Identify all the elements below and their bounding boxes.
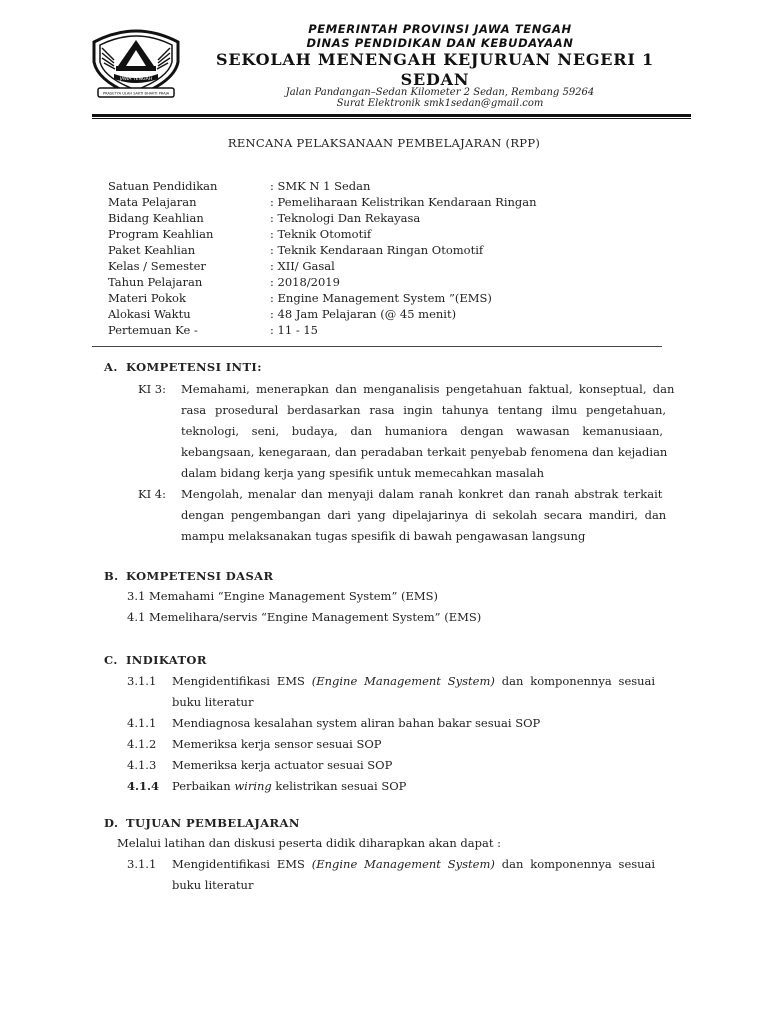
svg-text:JAWA TENGAH: JAWA TENGAH — [119, 77, 153, 82]
identity-label: Paket Keahlian — [108, 243, 196, 257]
section-b-heading — [104, 569, 273, 583]
identity-label: Materi Pokok — [108, 291, 186, 305]
indicator-text: Mendiagnosa kesalahan system aliran bahan bakar sesuai SOP — [172, 716, 541, 730]
identity-row — [108, 322, 668, 338]
identity-value: : 11 - 15 — [270, 323, 318, 337]
indicator-number: 4.1.1 — [127, 716, 157, 730]
indicator-text-italic: (Engine Management System) — [311, 674, 495, 688]
objective-text-part: dan komponennya sesuai — [494, 857, 656, 871]
identity-value: : 48 Jam Pelajaran (@ 45 menit) — [270, 307, 457, 321]
identity-label: Pertemuan Ke - — [108, 323, 198, 337]
identity-row — [108, 258, 668, 274]
objective-intro: Melalui latihan dan diskusi peserta didik diharapkan akan dapat : — [117, 836, 501, 850]
identity-label: Program Keahlian — [108, 227, 214, 241]
indicator-number: 4.1.3 — [127, 758, 157, 772]
identity-value: : Engine Management System ”(EMS) — [270, 291, 492, 305]
identity-row — [108, 242, 668, 258]
identity-value: : XII/ Gasal — [270, 259, 335, 273]
identity-label: Tahun Pelajaran — [108, 275, 203, 289]
section-marker: C. — [104, 653, 118, 667]
identity-value: : Teknologi Dan Rekayasa — [270, 211, 421, 225]
identity-row — [108, 226, 668, 242]
indicator-text-part: dan komponennya sesuai — [494, 674, 656, 688]
indicator-text-cont: buku literatur — [172, 695, 254, 709]
kd-item: 4.1 Memelihara/servis “Engine Management System” (EMS) — [127, 610, 482, 624]
identity-row — [108, 306, 668, 322]
department-name: DINAS PENDIDIKAN DAN KEBUDAYAAN — [306, 36, 574, 50]
objective-number: 3.1.1 — [127, 857, 157, 871]
objective-text-part: Mengidentifikasi EMS — [172, 857, 312, 871]
school-address: Jalan Pandangan–Sedan Kilometer 2 Sedan, Rembang 59264 — [285, 87, 595, 98]
school-name-line1: SEKOLAH MENENGAH KEJURUAN NEGERI 1 — [216, 50, 654, 69]
identity-value: : SMK N 1 Sedan — [270, 179, 371, 193]
school-name — [185, 50, 685, 90]
indicator-text-part: kelistrikan sesuai SOP — [271, 779, 407, 793]
indicator-number: 4.1.4 — [127, 779, 160, 793]
section-a-heading — [104, 360, 262, 374]
objective-text — [172, 854, 655, 875]
ki3-label: KI 3: — [138, 382, 166, 396]
indicator-text: Memeriksa kerja actuator sesuai SOP — [172, 758, 393, 772]
section-c-heading — [104, 653, 207, 667]
ki4-label: KI 4: — [138, 487, 166, 501]
school-email: Surat Elektronik smk1sedan@gmail.com — [336, 98, 544, 109]
section-d-heading — [104, 816, 300, 830]
identity-row — [108, 178, 668, 194]
ki4-text — [181, 484, 676, 547]
indicator-text-italic: wiring — [234, 779, 272, 793]
indicator-text-part: Perbaikan — [172, 779, 235, 793]
letterhead-rule-thin — [92, 118, 691, 119]
identity-value: : Teknik Otomotif — [270, 227, 372, 241]
ki4-line: dengan pengembangan dari yang dipelajarinya di sekolah secara mandiri, dan — [181, 508, 667, 522]
section-title: INDIKATOR — [126, 653, 207, 667]
identity-label: Satuan Pendidikan — [108, 179, 218, 193]
ki3-line: rasa prosedural berdasarkan rasa ingin tahunya tentang ilmu pengetahuan, — [181, 403, 667, 417]
identity-row — [108, 210, 668, 226]
section-marker: B. — [104, 569, 119, 583]
government-name: PEMERINTAH PROVINSI JAWA TENGAH — [308, 22, 572, 36]
indicator-text-part: Mengidentifikasi EMS — [172, 674, 312, 688]
ki3-text — [181, 379, 676, 484]
ki3-line: teknologi, seni, budaya, dan humaniora dengan wawasan kemanusiaan, — [181, 424, 664, 438]
identity-row — [108, 290, 668, 306]
identity-label: Alokasi Waktu — [108, 307, 191, 321]
section-marker: A. — [104, 360, 118, 374]
identity-value: : 2018/2019 — [270, 275, 340, 289]
ki4-line: mampu melaksanakan tugas spesifik di bawah pengawasan langsung — [181, 529, 586, 543]
section-marker: D. — [104, 816, 119, 830]
identity-label: Kelas / Semester — [108, 259, 206, 273]
identity-label: Bidang Keahlian — [108, 211, 204, 225]
svg-text:PRASETYA ULAH SAKTI BHAKTI PRA: PRASETYA ULAH SAKTI BHAKTI PRAJA — [102, 91, 170, 96]
indicator-number: 3.1.1 — [127, 674, 157, 688]
ki3-line: dalam bidang kerja yang spesifik untuk memecahkan masalah — [181, 466, 544, 480]
objective-text-italic: (Engine Management System) — [311, 857, 495, 871]
indicator-text — [172, 776, 406, 797]
objective-text-cont: buku literatur — [172, 878, 254, 892]
provincial-emblem-icon — [90, 22, 182, 100]
identity-list — [108, 178, 668, 338]
identity-label: Mata Pelajaran — [108, 195, 197, 209]
ki3-line: Memahami, menerapkan dan menganalisis pengetahuan faktual, konseptual, dan — [181, 382, 675, 396]
section-title: KOMPETENSI DASAR — [126, 569, 274, 583]
school-name-line2: SEDAN — [400, 70, 470, 89]
indicator-text — [172, 671, 655, 692]
identity-value: : Teknik Kendaraan Ringan Otomotif — [270, 243, 484, 257]
document-title: RENCANA PELAKSANAAN PEMBELAJARAN (RPP) — [227, 136, 541, 150]
section-title: TUJUAN PEMBELAJARAN — [126, 816, 300, 830]
identity-divider — [92, 346, 662, 347]
indicator-text: Memeriksa kerja sensor sesuai SOP — [172, 737, 382, 751]
identity-row — [108, 194, 668, 210]
ki3-line: kebangsaan, kenegaraan, dan peradaban terkait penyebab fenomena dan kejadian — [181, 445, 668, 459]
kd-item: 3.1 Memahami “Engine Management System” (EMS) — [127, 589, 438, 603]
section-title: KOMPETENSI INTI: — [126, 360, 262, 374]
identity-row — [108, 274, 668, 290]
letterhead-rule-thick — [92, 114, 691, 117]
identity-value: : Pemeliharaan Kelistrikan Kendaraan Ringan — [270, 195, 537, 209]
letterhead — [0, 0, 768, 120]
ki4-line: Mengolah, menalar dan menyaji dalam ranah konkret dan ranah abstrak terkait — [181, 487, 663, 501]
indicator-number: 4.1.2 — [127, 737, 157, 751]
